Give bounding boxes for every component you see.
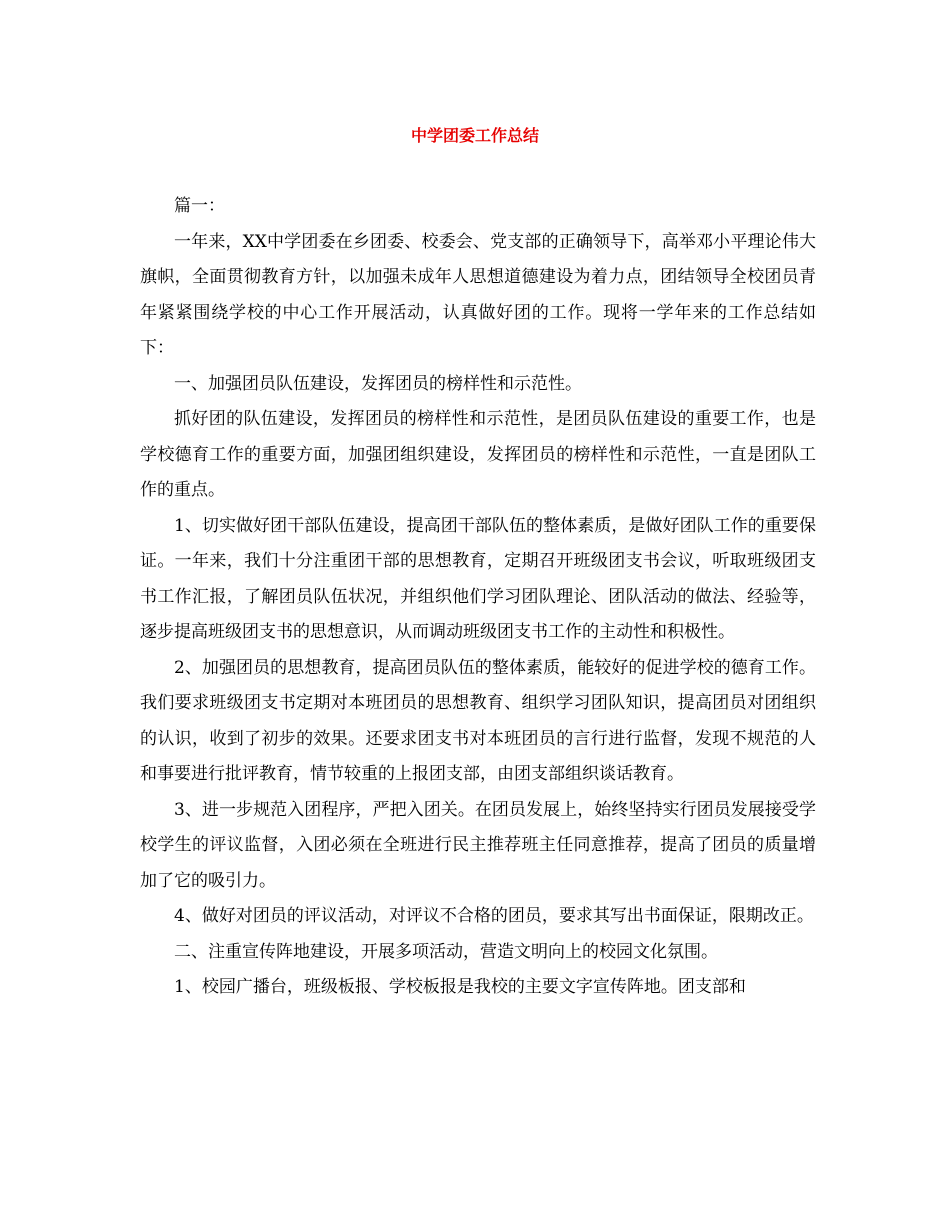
section-heading: 一、加强团员队伍建设，发挥团员的榜样性和示范性。 [174, 373, 582, 394]
paragraph: 抓好团的队伍建设，发挥团员的榜样性和示范性，是团员队伍建设的重要工作，也是学校德育工作的重要方面，加强团组织建设，发挥团员的榜样性和示范性，一直是团队工作的重点。 [140, 409, 816, 500]
paragraph: 1、切实做好团干部队伍建设，提高团干部队伍的整体素质，是做好团队工作的重要保证。一年来，我们十分注重团干部的思想教育，定期召开班级团支书会议，听取班级团支书工作汇报，了解团员队伍状况，并组织他们学习团队理论、团队活动的做法、经验等，逐步提高班级团支书的思想意识，从而调动班级团支书工作的主动性和积极性。 [140, 515, 816, 642]
paragraph: 3、进一步规范入团程序，严把入团关。在团员发展上，始终坚持实行团员发展接受学校学生的评议监督，入团必须在全班进行民主推荐班主任同意推荐，提高了团员的质量增加了它的吸引力。 [140, 799, 816, 891]
paragraph: 4、做好对团员的评议活动，对评议不合格的团员，要求其写出书面保证，限期改正。 [174, 906, 814, 926]
document-title: 中学团委工作总结 [410, 126, 539, 145]
paragraph: 一年来，XX中学团委在乡团委、校委会、党支部的正确领导下，高举邓小平理论伟大旗帜，全面贯彻教育方针，以加强未成年人思想道德建设为着力点，团结领导全校团员青年紧紧围绕学校的中心工作开展活动，认真做好团的工作。现将一学年来的工作总结如下： [140, 231, 816, 358]
section-heading: 二、注重宣传阵地建设，开展多项活动，营造文明向上的校园文化氛围。 [174, 941, 718, 962]
paragraph: 2、加强团员的思想教育，提高团员队伍的整体素质，能较好的促进学校的德育工作。我们要求班级团支书定期对本班团员的思想教育、组织学习团队知识，提高团员对团组织的认识，收到了初步的效果。还要求团支书对本班团员的言行进行监督，发现不规范的人和事要进行批评教育，情节较重的上报团支部，由团支部组织谈话教育。 [140, 657, 816, 784]
paragraph: 篇一： [174, 196, 225, 216]
paragraph: 1、校园广播台，班级板报、学校板报是我校的主要文字宣传阵地。团支部和 [174, 977, 746, 997]
document-body [140, 189, 816, 1006]
